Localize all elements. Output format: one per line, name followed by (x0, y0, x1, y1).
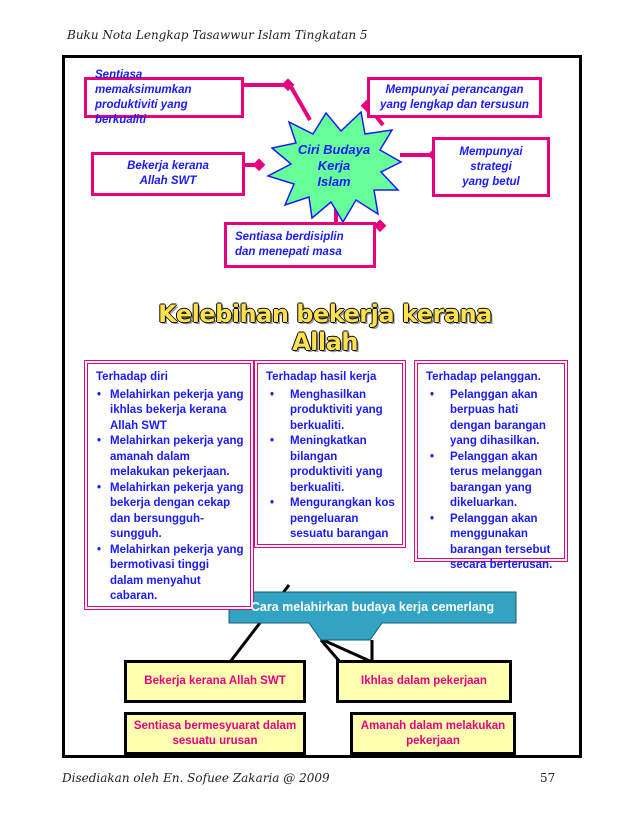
way-label: Bekerja kerana Allah SWT (144, 675, 286, 687)
trait-work-for-allah (91, 152, 245, 196)
trait-planning (367, 77, 542, 118)
column-heading: Terhadap diri (96, 371, 168, 383)
trait-label: Mempunyai strategi yang betul (459, 145, 523, 188)
benefit-list (426, 388, 558, 574)
list-item: • Pelanggan akan berpuas hati dengan barangan yang dihasilkan. (426, 388, 558, 450)
list-item: • Meningkatkan bilangan produktiviti yang berkualiti. (266, 434, 396, 496)
list-item: • Melahirkan pekerja yang bekerja dengan cekap dan bersungguh-sungguh. (96, 481, 244, 543)
way-label: Sentiasa bermesyuarat dalam sesuatu urusan (133, 719, 297, 747)
benefit-list (266, 388, 396, 543)
benefit-customer-column (414, 360, 568, 571)
list-item: • Menghasilkan produktiviti yang berkualiti. (266, 388, 396, 435)
list-item: • Melahirkan pekerja yang bermotivasi tinggi dalam menyahut cabaran. (96, 543, 244, 605)
trait-maximize-productivity (84, 68, 244, 126)
list-item: • Pelanggan akan menggunakan barangan tersebut secara berterusan. (426, 512, 558, 574)
page-number: 57 (540, 771, 556, 785)
way-label: Ikhlas dalam pekerjaan (361, 675, 487, 687)
trait-label: Bekerja kerana Allah SWT (127, 160, 209, 187)
list-item: • Melahirkan pekerja yang amanah dalam melakukan pekerjaan. (96, 434, 244, 481)
benefit-self-column (84, 360, 254, 610)
trait-label: Mempunyai perancangan yang lengkap dan tersusun (380, 83, 529, 111)
benefit-output-column (254, 360, 406, 548)
column-heading: Terhadap hasil kerja (266, 371, 377, 383)
trait-discipline (224, 222, 376, 268)
way-consultation (124, 712, 306, 755)
trait-label: Sentiasa berdisiplin dan menepati masa (235, 231, 344, 258)
way-sincere (336, 660, 512, 703)
page-header: Buku Nota Lengkap Tasawwur Islam Tingkatan 5 (67, 28, 368, 42)
trait-strategy (432, 137, 550, 197)
column-heading: Terhadap pelanggan. (426, 371, 541, 383)
way-label: Amanah dalam melakukan pekerjaan (360, 719, 506, 747)
center-label: Ciri Budaya Kerja Islam (297, 142, 371, 189)
way-trustworthy (350, 712, 516, 755)
list-item: • Melahirkan pekerja yang ikhlas bekerja kerana Allah SWT (96, 388, 244, 435)
page-footer-author: Disediakan oleh En. Sofuee Zakaria @ 2009 (62, 771, 330, 785)
list-item: • Pelanggan akan terus melanggan barangan yang dikeluarkan. (426, 450, 558, 512)
section-title: Kelebihan bekerja kerana Allah (158, 300, 492, 356)
callout-label: Cara melahirkan budaya kerja cemerlang (250, 600, 495, 614)
trait-label: Sentiasa memaksimumkan produktiviti yang berkualiti (95, 68, 192, 126)
benefit-list (96, 388, 244, 605)
list-item: • Mengurangkan kos pengeluaran sesuatu barangan (266, 496, 396, 543)
way-work-for-allah (124, 660, 306, 703)
